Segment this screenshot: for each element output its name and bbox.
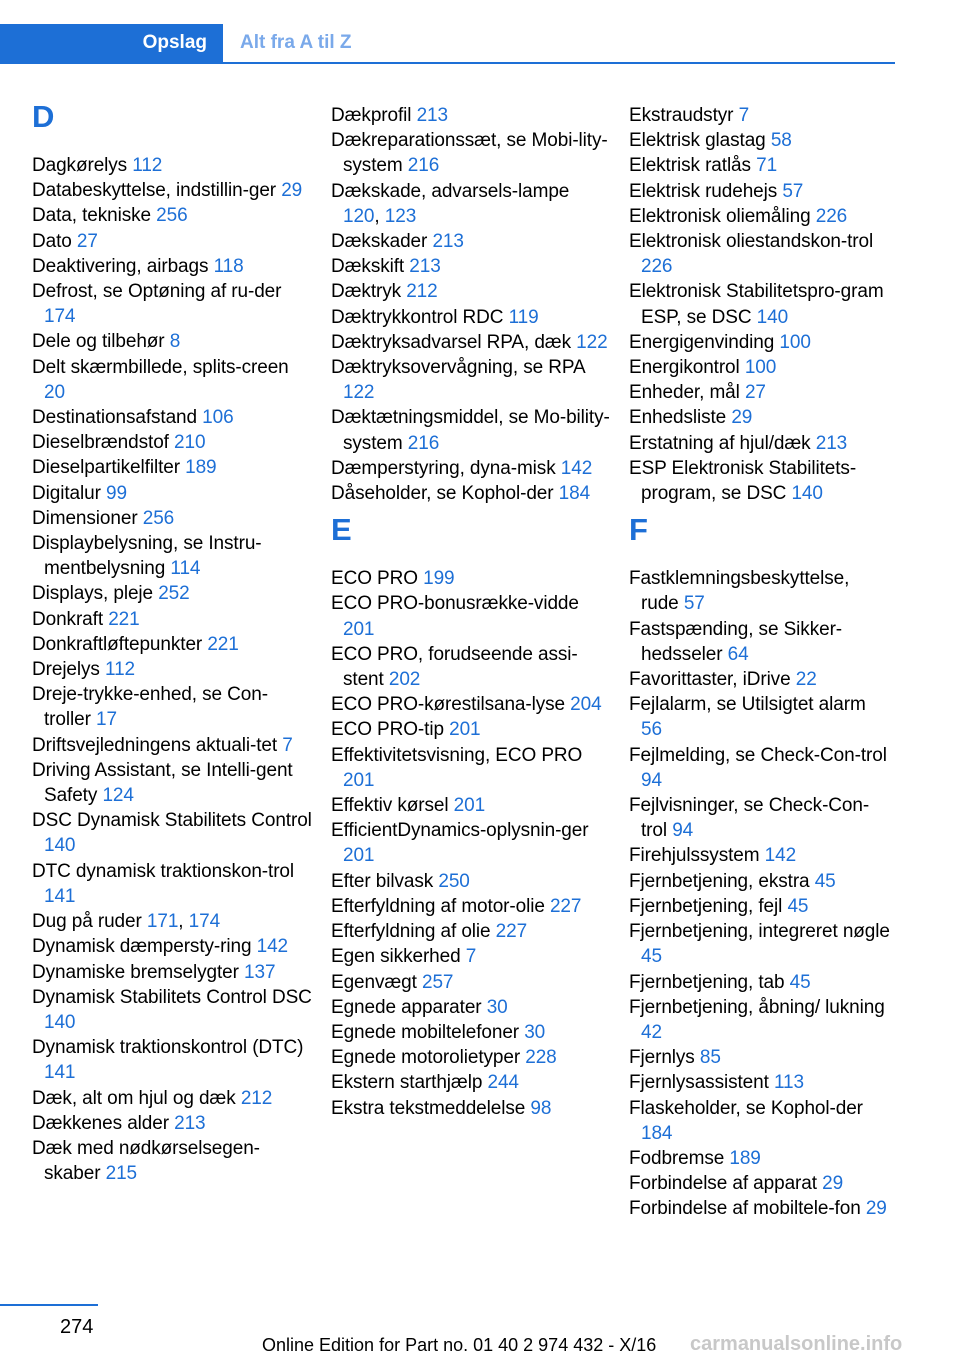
page-link[interactable]: 56: [641, 719, 662, 741]
page-link[interactable]: 213: [815, 432, 848, 454]
index-entry: [32, 229, 312, 254]
page-link[interactable]: 140: [756, 306, 789, 328]
index-entry-text: EfficientDynamics-oplysnin-ger: [331, 820, 589, 842]
index-entry-text: DSC Dynamisk Stabilitets Control: [32, 810, 312, 832]
page-link[interactable]: 94: [641, 769, 662, 791]
page-link[interactable]: 119: [508, 306, 539, 328]
page-link[interactable]: 213: [432, 231, 464, 253]
index-entry: [32, 581, 312, 606]
page-link[interactable]: 250: [438, 870, 470, 892]
page-link[interactable]: 42: [641, 1021, 662, 1043]
index-entry: [32, 657, 312, 682]
page-link[interactable]: 201: [449, 719, 481, 741]
page-link[interactable]: 201: [343, 618, 375, 640]
index-entry-text: ECO PRO-tip: [331, 719, 450, 741]
index-entry: [32, 430, 312, 455]
page-separator: ,: [374, 205, 385, 227]
page-link[interactable]: 118: [213, 255, 244, 277]
index-entry: [629, 566, 891, 616]
page-link[interactable]: 99: [105, 482, 127, 504]
index-entry: [629, 229, 891, 279]
index-entry-text: Dieselbrændstof: [32, 432, 175, 454]
page-link[interactable]: 201: [343, 845, 375, 867]
index-entry: [331, 970, 611, 995]
index-entry: [32, 455, 312, 480]
page-link[interactable]: 30: [486, 996, 508, 1018]
index-entry: [32, 355, 312, 405]
index-entry-text: Fjernbetjening, integreret nøgle: [629, 921, 890, 943]
index-entry-text: ECO PRO, forudseende assi-stent: [331, 643, 578, 691]
index-entry-text: Dæktryksovervågning, se RPA: [331, 357, 585, 379]
index-entry: [32, 203, 312, 228]
index-entry: [331, 894, 611, 919]
page-link[interactable]: 201: [343, 769, 375, 791]
index-entry: [32, 934, 312, 959]
page-link[interactable]: 256: [156, 205, 188, 227]
index-entry: [629, 330, 891, 355]
index-entry-text: Egnede apparater: [331, 996, 487, 1018]
page-link[interactable]: 210: [174, 432, 206, 454]
page-link[interactable]: 213: [409, 256, 441, 278]
index-entry-text: Drejelys: [32, 659, 106, 681]
index-entry-text: Egnede motorolietyper: [331, 1047, 526, 1069]
index-entry-text: Dæk med nødkørselsegen-skaber: [32, 1137, 260, 1185]
page-link[interactable]: 257: [422, 971, 454, 993]
index-entry: [629, 204, 891, 229]
index-entry-text: Flaskeholder, se Kophol-der: [629, 1097, 863, 1119]
index-entry: [32, 531, 312, 581]
page-link[interactable]: 212: [240, 1087, 273, 1109]
index-entry: [629, 793, 891, 843]
index-entry-text: Erstatning af hjul/dæk: [629, 432, 816, 454]
page-link[interactable]: 142: [560, 457, 593, 479]
index-entry: [629, 103, 891, 128]
index-entry: [32, 1086, 312, 1111]
index-entry: [331, 944, 611, 969]
index-entry: [32, 758, 312, 808]
index-entry-text: Fastklemningsbeskyttelse, rude: [629, 568, 850, 615]
page-link[interactable]: 174: [188, 911, 221, 933]
page-link[interactable]: 221: [207, 633, 239, 655]
page-link[interactable]: 7: [738, 105, 750, 126]
index-entry-text: Dækkenes alder: [32, 1112, 175, 1134]
index-entry-text: Donkraft: [32, 608, 109, 630]
index-entry: [32, 632, 312, 657]
index-entry-text: Egen sikkerhed: [331, 946, 466, 968]
index-entry: [331, 642, 611, 692]
index-entry: [331, 128, 611, 178]
page-link[interactable]: 122: [576, 331, 608, 353]
index-column-3: [629, 103, 891, 1222]
index-entry-text: Firehjulssystem: [629, 845, 765, 867]
index-entry-text: Fjernbetjening, ekstra: [629, 870, 815, 892]
index-entry-text: Databeskyttelse, indstillin-ger: [32, 180, 282, 202]
page-link[interactable]: 171: [146, 911, 179, 933]
index-entry-text: Dagkørelys: [32, 155, 133, 176]
page-link[interactable]: 106: [202, 407, 234, 429]
index-entry-text: Energikontrol: [629, 357, 745, 379]
index-entry: [629, 1096, 891, 1146]
page-link[interactable]: 252: [158, 583, 190, 605]
page-link[interactable]: 45: [641, 946, 662, 968]
index-entry: [331, 254, 611, 279]
page-link[interactable]: 100: [744, 357, 777, 379]
index-entry-text: Dieselpartikelfilter: [32, 457, 186, 479]
index-entry-text: Dato: [32, 230, 77, 252]
index-entry: [32, 607, 312, 632]
index-entry-text: Dynamisk dæmpersty-ring: [32, 936, 257, 958]
index-entry-text: Enhedsliste: [629, 407, 732, 429]
index-entry: [331, 995, 611, 1020]
index-entry: [629, 1146, 891, 1171]
page-link[interactable]: 123: [384, 205, 417, 227]
index-entry-text: ESP Elektronisk Stabilitets-program, se DSC: [629, 457, 857, 505]
index-entry: [32, 506, 312, 531]
index-entry: [629, 405, 891, 430]
tab-opslag[interactable]: Opslag: [0, 24, 223, 62]
index-entry-text: Dæktryksadvarsel RPA, dæk: [331, 331, 577, 353]
page-link[interactable]: 221: [108, 608, 140, 630]
index-entry: [629, 970, 891, 995]
index-entry-text: Fjernbetjening, fejl: [629, 895, 788, 917]
page-link[interactable]: 29: [731, 407, 753, 429]
page-link[interactable]: 216: [407, 155, 440, 177]
page-link[interactable]: 215: [105, 1163, 138, 1185]
index-entry: [32, 1136, 312, 1186]
page-link[interactable]: 256: [142, 507, 175, 529]
index-entry-text: Efterfyldning af olie: [331, 921, 496, 943]
page-link[interactable]: 64: [727, 643, 749, 665]
index-entry: [331, 1045, 611, 1070]
page-link[interactable]: 184: [558, 483, 591, 505]
index-entry-text: Egenvægt: [331, 971, 422, 993]
index-entry: [331, 1020, 611, 1045]
page-link[interactable]: 204: [570, 694, 602, 716]
index-entry-text: Dreje-trykke-enhed, se Con-troller: [32, 684, 268, 731]
page-link[interactable]: 94: [672, 820, 694, 842]
index-entry: [32, 1111, 312, 1136]
index-entry: [331, 818, 611, 868]
index-entry-text: Driving Assistant, se Intelli-gent Safety: [32, 759, 293, 807]
page-link[interactable]: 140: [44, 835, 76, 857]
page-link[interactable]: 174: [44, 306, 76, 328]
page-link[interactable]: 120: [343, 205, 375, 227]
page-link[interactable]: 199: [423, 568, 455, 590]
index-entry: [629, 279, 891, 329]
index-entry: [331, 919, 611, 944]
index-entry-text: Fjernlys: [629, 1047, 700, 1069]
edition-footer: Online Edition for Part no. 01 40 2 974 432 - X/16: [262, 1335, 657, 1355]
page-link[interactable]: 45: [814, 870, 836, 892]
index-entry-text: Fjernlysassistent: [629, 1072, 774, 1094]
page-link[interactable]: 141: [44, 885, 76, 907]
page-link[interactable]: 184: [641, 1122, 673, 1144]
index-entry-text: Forbindelse af mobiltele-fon: [629, 1198, 866, 1220]
index-entry-text: Digitalur: [32, 482, 106, 504]
page-link[interactable]: 140: [44, 1011, 76, 1033]
index-entry: [331, 279, 611, 304]
index-entry-text: Dæktrykkontrol RDC: [331, 306, 509, 328]
page-link[interactable]: 27: [744, 382, 766, 404]
index-entry: [331, 229, 611, 254]
index-entry-text: Dæktætningsmiddel, se Mo-bility-system: [331, 407, 610, 454]
index-entry-text: Dug på ruder: [32, 911, 147, 933]
index-entry-text: Fastspænding, se Sikker-hedsseler: [629, 618, 843, 665]
page-link[interactable]: 122: [343, 382, 375, 404]
index-entry-text: Efterfyldning af motor-olie: [331, 895, 550, 917]
page-link[interactable]: 45: [787, 895, 809, 917]
page-link[interactable]: 124: [102, 785, 134, 807]
index-entry-text: Dækreparationssæt, se Mobi-lity-system: [331, 130, 608, 177]
page-link[interactable]: 226: [641, 256, 673, 278]
page-link[interactable]: 22: [795, 669, 817, 691]
page-link[interactable]: 27: [76, 230, 98, 252]
index-entry: [629, 692, 891, 742]
page-link[interactable]: 20: [44, 381, 65, 403]
index-entry: [629, 743, 891, 793]
page-link[interactable]: 226: [815, 205, 848, 227]
index-entry-text: Favorittaster, iDrive: [629, 669, 796, 691]
index-entry: [629, 456, 891, 506]
page-link[interactable]: 45: [789, 971, 811, 993]
index-entry: [331, 305, 611, 330]
index-entry-text: Fejlvisninger, se Check-Con-trol: [629, 795, 870, 842]
index-entry: [32, 254, 312, 279]
index-entry: [629, 1045, 891, 1070]
index-entry-text: Dåseholder, se Kophol-der: [331, 483, 559, 505]
index-entry-text: Enheder, mål: [629, 382, 745, 404]
index-entry: [32, 808, 312, 858]
index-entry-text: Delt skærmbillede, splits-creen: [32, 356, 289, 378]
index-entry: [629, 869, 891, 894]
index-entry-text: Fjernbetjening, åbning/ lukning: [629, 996, 885, 1018]
index-entry-text: Egnede mobiltelefoner: [331, 1021, 525, 1043]
page-link[interactable]: 57: [683, 593, 705, 615]
index-entry-text: Elektronisk oliemåling: [629, 205, 816, 227]
index-entry: [32, 733, 312, 758]
index-entry-text: Dækprofil: [331, 105, 417, 126]
page-link[interactable]: 7: [282, 734, 293, 756]
page-link[interactable]: 142: [764, 845, 797, 867]
index-entry-text: Fodbremse: [629, 1147, 730, 1169]
index-column-2: [331, 103, 611, 1121]
index-entry-text: Dæmperstyring, dyna-misk: [331, 457, 561, 479]
index-entry: [32, 153, 312, 178]
index-entry-text: Effektiv kørsel: [331, 795, 454, 817]
index-entry: [32, 279, 312, 329]
page-link[interactable]: 29: [281, 180, 303, 202]
page-link[interactable]: 57: [782, 180, 804, 202]
index-entry: [331, 793, 611, 818]
page-link[interactable]: 213: [416, 105, 448, 126]
index-entry-text: Fejlalarm, se Utilsigtet alarm: [629, 694, 866, 716]
page-link[interactable]: 216: [407, 432, 440, 454]
index-entry-text: Fjernbetjening, tab: [629, 971, 790, 993]
index-entry-text: ECO PRO-bonusrække-vidde: [331, 593, 579, 615]
index-entry: [629, 153, 891, 178]
index-entry: [629, 843, 891, 868]
index-entry-text: Displays, pleje: [32, 583, 159, 605]
index-entry-text: Efter bilvask: [331, 870, 439, 892]
page-link[interactable]: 29: [865, 1198, 887, 1220]
index-entry-text: Ekstraudstyr: [629, 105, 739, 126]
section-letter: E: [331, 512, 352, 548]
page-link[interactable]: 17: [96, 709, 117, 731]
index-entry-text: Deaktivering, airbags: [32, 255, 214, 277]
index-entry: [629, 995, 891, 1045]
page-link[interactable]: 137: [244, 961, 276, 983]
index-entry: [629, 894, 891, 919]
index-entry: [331, 1096, 611, 1121]
index-entry-text: DTC dynamisk traktionskon-trol: [32, 860, 295, 882]
page-separator: ,: [178, 911, 189, 933]
index-entry: [32, 481, 312, 506]
page-link[interactable]: 114: [170, 558, 201, 580]
index-entry: [331, 566, 611, 591]
page-link[interactable]: 140: [791, 483, 823, 505]
index-entry: [32, 1035, 312, 1085]
index-entry-text: Data, tekniske: [32, 205, 157, 227]
index-entry: [331, 405, 611, 455]
section-letter: D: [32, 99, 55, 134]
index-entry: [629, 128, 891, 153]
page-link[interactable]: 7: [465, 946, 477, 968]
index-entry: [32, 329, 312, 354]
watermark: carmanualsonline.info: [690, 1333, 903, 1355]
index-entry: [629, 380, 891, 405]
index-entry-text: Dele og tilbehør: [32, 331, 170, 353]
index-entry: [331, 717, 611, 742]
page-link[interactable]: 112: [105, 659, 136, 681]
page-link[interactable]: 98: [530, 1097, 552, 1119]
index-entry: [331, 481, 611, 506]
page-link[interactable]: 100: [779, 331, 811, 353]
index-entry-text: Driftsvejledningens aktuali-tet: [32, 734, 283, 756]
index-entry-text: Dækskade, advarsels-lampe: [331, 180, 570, 202]
index-entry-text: Energigenvinding: [629, 331, 780, 353]
page-link[interactable]: 29: [822, 1173, 844, 1195]
index-entry: [32, 405, 312, 430]
page-link[interactable]: 212: [406, 281, 438, 303]
page-link[interactable]: 58: [770, 130, 792, 152]
index-entry-text: Effektivitetsvisning, ECO PRO: [331, 744, 583, 766]
page-number-rule: [0, 1304, 98, 1306]
page-link[interactable]: 227: [549, 895, 582, 917]
index-entry: [629, 179, 891, 204]
index-entry: [32, 859, 312, 909]
page-link[interactable]: 189: [185, 457, 217, 479]
index-entry: [331, 591, 611, 641]
index-entry: [331, 692, 611, 717]
index-entry-text: Dimensioner: [32, 507, 143, 529]
index-entry: [32, 682, 312, 732]
index-entry: [331, 456, 611, 481]
index-entry: [331, 330, 611, 355]
index-entry-text: Forbindelse af apparat: [629, 1173, 823, 1195]
index-entry-text: Dynamiske bremselygter: [32, 961, 245, 983]
index-entry: [331, 103, 611, 128]
index-entry-text: Dynamisk Stabilitets Control DSC: [32, 986, 312, 1008]
page-link[interactable]: 228: [525, 1047, 557, 1069]
index-entry: [32, 178, 312, 203]
index-entry-text: Fejlmelding, se Check-Con-trol: [629, 744, 887, 766]
page-link[interactable]: 202: [388, 669, 421, 691]
page-link[interactable]: 113: [773, 1072, 804, 1094]
index-entry-text: Elektrisk glastag: [629, 130, 771, 152]
index-entry-text: Dækskift: [331, 256, 410, 278]
index-entry-text: Donkraftløftepunkter: [32, 633, 208, 655]
index-entry: [629, 667, 891, 692]
page-link[interactable]: 201: [453, 795, 486, 817]
index-entry-text: Elektrisk rudehejs: [629, 180, 783, 202]
index-entry: [331, 1070, 611, 1095]
page-number: 274: [60, 1316, 94, 1338]
index-entry-text: ECO PRO: [331, 568, 424, 590]
index-entry: [629, 1070, 891, 1095]
index-entry: [331, 869, 611, 894]
page-link[interactable]: 30: [524, 1021, 546, 1043]
index-entry-text: Elektrisk ratlås: [629, 155, 757, 177]
index-entry-text: Displaybelysning, se Instru-mentbelysning: [32, 533, 262, 580]
index-entry-text: Defrost, se Optøning af ru-der: [32, 281, 282, 303]
index-entry: [331, 179, 611, 229]
page-link[interactable]: 213: [174, 1112, 206, 1134]
index-entry: [629, 355, 891, 380]
page-link[interactable]: 227: [495, 921, 528, 943]
page-link[interactable]: 112: [132, 155, 163, 176]
header-tabbar: [0, 24, 895, 64]
index-entry: [629, 919, 891, 969]
tab-alt-fra-a-til-z[interactable]: Alt fra A til Z: [240, 32, 352, 53]
index-entry: [32, 909, 312, 934]
index-column-1: [32, 99, 312, 1186]
index-entry-text: ECO PRO-kørestilsana-lyse: [331, 694, 571, 716]
page-link[interactable]: 244: [487, 1072, 519, 1094]
section-letter: F: [629, 512, 648, 548]
page-link[interactable]: 85: [699, 1047, 721, 1069]
page-link[interactable]: 71: [756, 155, 778, 177]
index-entry: [629, 617, 891, 667]
index-entry-text: Elektronisk oliestandskon-trol: [629, 231, 874, 253]
index-entry: [32, 960, 312, 985]
index-entry-text: Ekstern starthjælp: [331, 1072, 488, 1094]
page-link[interactable]: 189: [729, 1147, 761, 1169]
index-entry-text: Dynamisk traktionskontrol (DTC): [32, 1037, 304, 1059]
index-entry-text: Ekstra tekstmeddelelse: [331, 1097, 531, 1119]
page-link[interactable]: 142: [256, 936, 289, 958]
index-entry-text: Dækskader: [331, 231, 433, 253]
index-entry: [629, 431, 891, 456]
page-link[interactable]: 141: [44, 1062, 76, 1084]
index-entry: [32, 985, 312, 1035]
index-entry: [629, 1196, 891, 1221]
index-entry-text: Elektronisk Stabilitetspro-gram ESP, se DSC: [629, 281, 884, 328]
index-entry-text: Dæk, alt om hjul og dæk: [32, 1087, 241, 1109]
index-entry: [331, 355, 611, 405]
index-entry-text: Dæktryk: [331, 281, 407, 303]
index-entry: [331, 743, 611, 793]
index-entry-text: Destinationsafstand: [32, 407, 203, 429]
page-link[interactable]: 8: [169, 331, 181, 353]
index-entry: [629, 1171, 891, 1196]
